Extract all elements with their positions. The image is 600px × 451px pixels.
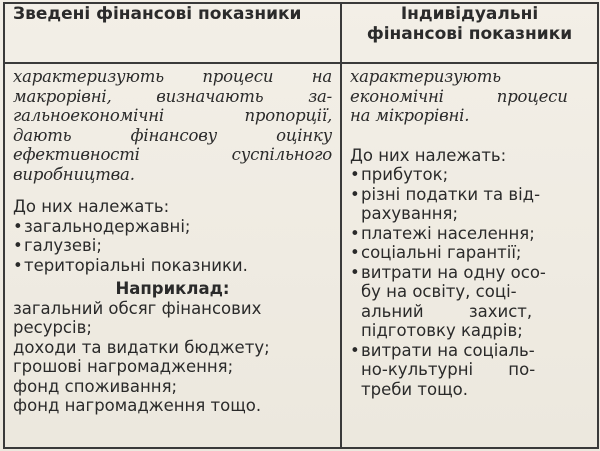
- example-line: ресурсів;: [13, 318, 92, 337]
- list-item: [350, 185, 589, 224]
- list-item-line: треби тощо.: [361, 379, 468, 399]
- list-item: [350, 341, 589, 400]
- list-item-line: альний захист,: [361, 301, 533, 321]
- list-item: • галузеві;: [13, 236, 332, 256]
- comparison-table: [3, 2, 599, 449]
- left-description-line: гальноекономічні пропорції,: [13, 106, 332, 125]
- list-item: [350, 243, 589, 263]
- example-line: фонд споживання;: [13, 376, 178, 396]
- left-description-line: макрорівні, визначають за-: [13, 86, 332, 106]
- list-item: [350, 165, 589, 185]
- left-header-text: Зведені фінансові показники: [13, 4, 302, 24]
- right-description-line: економічні процеси: [350, 86, 568, 106]
- example-line: грошові нагромадження;: [13, 357, 234, 376]
- list-item-line: рахування;: [361, 204, 459, 223]
- list-item: [350, 263, 589, 341]
- left-items-list: [13, 217, 332, 276]
- right-description-line: характеризують: [350, 67, 501, 86]
- header-row: [4, 3, 598, 63]
- right-description-line: на мікрорівні.: [350, 106, 470, 125]
- example-line: загальний обсяг фінансових: [13, 298, 262, 318]
- left-description-line: ефективності суспільного: [13, 145, 332, 164]
- list-item-line: • витрати на одну осо-: [361, 262, 546, 282]
- list-item-line: • різні податки та від-: [361, 184, 541, 204]
- left-column-header: [4, 3, 341, 63]
- left-description-line: характеризують процеси на: [13, 67, 332, 86]
- example-title: Наприклад:: [115, 279, 230, 298]
- list-item-line: • платежі населення;: [361, 223, 535, 243]
- list-item-line: підготовку кадрів;: [361, 321, 523, 340]
- left-description-line: дають фінансову оцінку: [13, 125, 332, 145]
- example-line: фонд нагромадження тощо.: [13, 396, 262, 415]
- left-content-cell: [4, 63, 341, 448]
- left-description-line: виробництва.: [13, 164, 135, 184]
- list-item-line: но-культурні по-: [361, 360, 536, 379]
- right-description: [350, 67, 589, 126]
- right-includes-label: До них належать:: [350, 145, 507, 165]
- list-item: • загальнодержавні;: [13, 217, 332, 237]
- left-description: [13, 67, 332, 184]
- list-item-line: • соціальні гарантії;: [361, 243, 522, 262]
- content-row: [4, 63, 598, 448]
- right-column-header: [341, 3, 598, 63]
- list-item-line: бу на освіту, соці-: [361, 282, 517, 301]
- list-item: [350, 224, 589, 244]
- right-header-line-1: Індивідуальні: [400, 4, 539, 24]
- right-content-cell: [341, 63, 598, 448]
- right-header-line-2: фінансові показники: [366, 24, 573, 44]
- list-item: • територіальні показники.: [13, 256, 332, 276]
- right-items-list: [350, 165, 589, 399]
- left-includes-label: До них належать:: [13, 197, 170, 216]
- list-item-line: • витрати на соціаль-: [361, 340, 535, 360]
- example-line: доходи та видатки бюджету;: [13, 337, 270, 357]
- list-item-line: • прибуток;: [361, 165, 449, 184]
